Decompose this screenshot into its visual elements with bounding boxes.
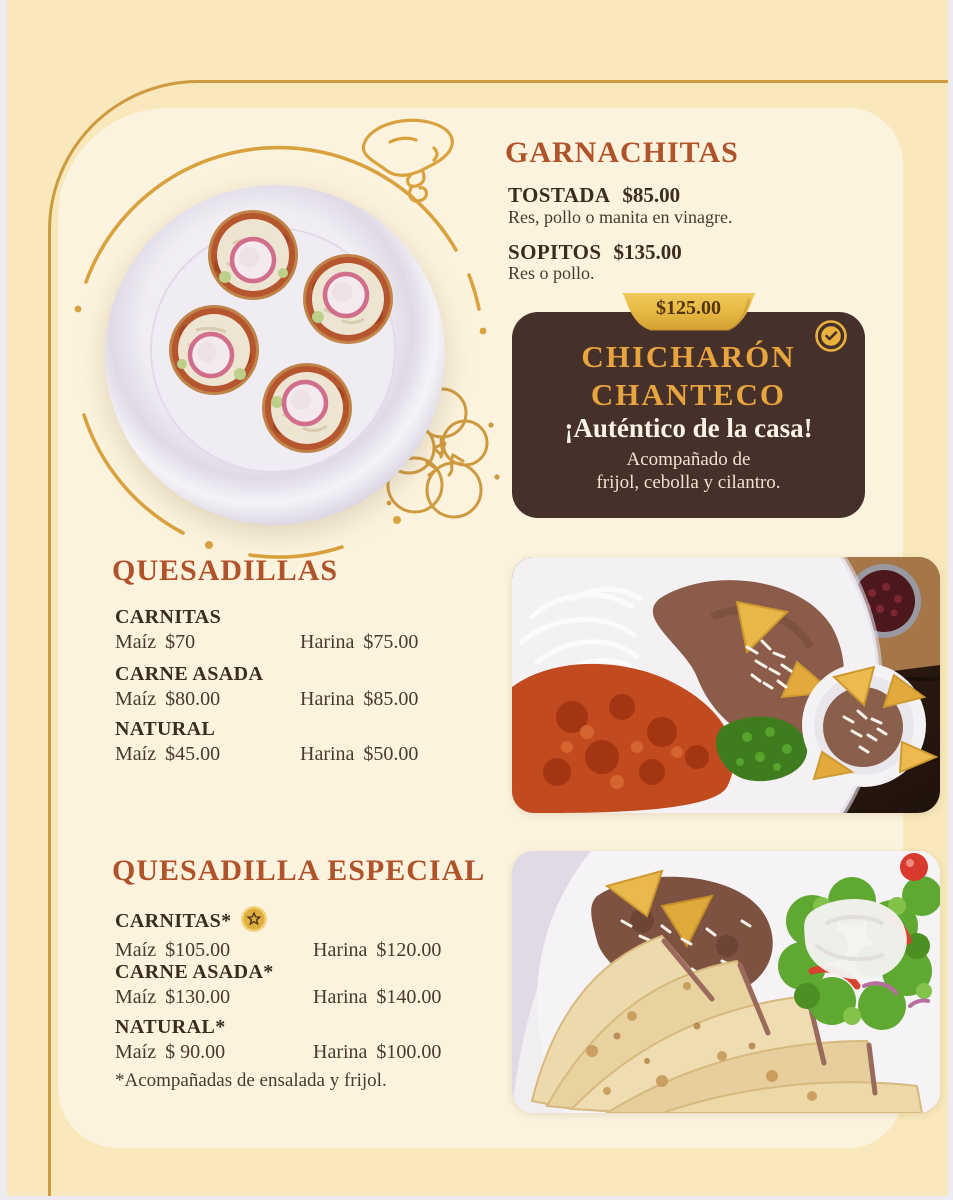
menu-item-carne-asada-especial bbox=[115, 961, 441, 1009]
harina-price: $120.00 bbox=[376, 939, 442, 961]
maiz-label: Maíz bbox=[115, 986, 157, 1008]
maiz-price: $ 90.00 bbox=[165, 1041, 226, 1063]
section-title-garnachitas: GARNACHITAS bbox=[505, 136, 739, 169]
card-title-line2: CHANTECO bbox=[590, 377, 787, 412]
footnote: *Acompañadas de ensalada y frijol. bbox=[115, 1070, 387, 1091]
harina-price: $140.00 bbox=[376, 986, 442, 1008]
menu-item-carnitas bbox=[115, 606, 418, 654]
menu-item-sopitos bbox=[508, 240, 682, 265]
maiz-price: $105.00 bbox=[165, 939, 231, 961]
item-description: Res, pollo o manita en vinagre. bbox=[508, 207, 733, 227]
item-name: CARNITAS* bbox=[115, 910, 232, 932]
card-desc-line2: frijol, cebolla y cilantro. bbox=[596, 472, 781, 493]
menu-item-carne-asada bbox=[115, 663, 418, 711]
harina-label: Harina bbox=[300, 743, 355, 765]
feature-card-chicharon bbox=[512, 297, 865, 518]
maiz-label: Maíz bbox=[115, 688, 157, 710]
item-name: NATURAL bbox=[115, 718, 216, 740]
harina-price: $100.00 bbox=[376, 1041, 442, 1063]
menu-item-natural-especial bbox=[115, 1016, 441, 1064]
item-description: Res o pollo. bbox=[508, 263, 595, 283]
harina-price: $75.00 bbox=[363, 631, 419, 653]
tostadas-photo bbox=[105, 185, 445, 525]
maiz-price: $130.00 bbox=[165, 986, 231, 1008]
menu-item-tostada bbox=[508, 183, 680, 208]
menu-page bbox=[7, 0, 948, 1196]
price-ribbon bbox=[622, 293, 756, 331]
item-name: TOSTADA bbox=[508, 183, 611, 207]
card-desc-line1: Acompañado de bbox=[626, 449, 751, 470]
maiz-label: Maíz bbox=[115, 939, 157, 961]
harina-label: Harina bbox=[313, 986, 368, 1008]
maiz-price: $70 bbox=[165, 631, 196, 653]
guisado-plate-photo bbox=[512, 557, 940, 813]
maiz-label: Maíz bbox=[115, 743, 157, 765]
maiz-label: Maíz bbox=[115, 631, 157, 653]
maiz-label: Maíz bbox=[115, 1041, 157, 1063]
harina-label: Harina bbox=[313, 1041, 368, 1063]
item-name: CARNE ASADA* bbox=[115, 961, 274, 983]
item-name: NATURAL* bbox=[115, 1016, 226, 1038]
harina-label: Harina bbox=[313, 939, 368, 961]
maiz-price: $80.00 bbox=[165, 688, 221, 710]
menu-item-carnitas-especial bbox=[115, 905, 441, 962]
item-price: $135.00 bbox=[613, 240, 682, 264]
card-tagline: ¡Auténtico de la casa! bbox=[564, 413, 813, 443]
harina-label: Harina bbox=[300, 631, 355, 653]
maiz-price: $45.00 bbox=[165, 743, 221, 765]
star-badge-icon bbox=[240, 905, 268, 939]
harina-price: $50.00 bbox=[363, 743, 419, 765]
harina-price: $85.00 bbox=[363, 688, 419, 710]
harina-label: Harina bbox=[300, 688, 355, 710]
quesadilla-plate-photo bbox=[512, 851, 940, 1113]
section-title-quesadilla-especial: QUESADILLA ESPECIAL bbox=[112, 854, 486, 887]
item-name: CARNE ASADA bbox=[115, 663, 264, 685]
item-name: SOPITOS bbox=[508, 240, 602, 264]
item-name: CARNITAS bbox=[115, 606, 222, 628]
item-price: $85.00 bbox=[622, 183, 681, 207]
card-title-line1: CHICHARÓN bbox=[581, 339, 796, 374]
section-title-quesadillas: QUESADILLAS bbox=[112, 554, 339, 587]
menu-item-natural bbox=[115, 718, 418, 766]
price-tag: $125.00 bbox=[656, 297, 721, 319]
